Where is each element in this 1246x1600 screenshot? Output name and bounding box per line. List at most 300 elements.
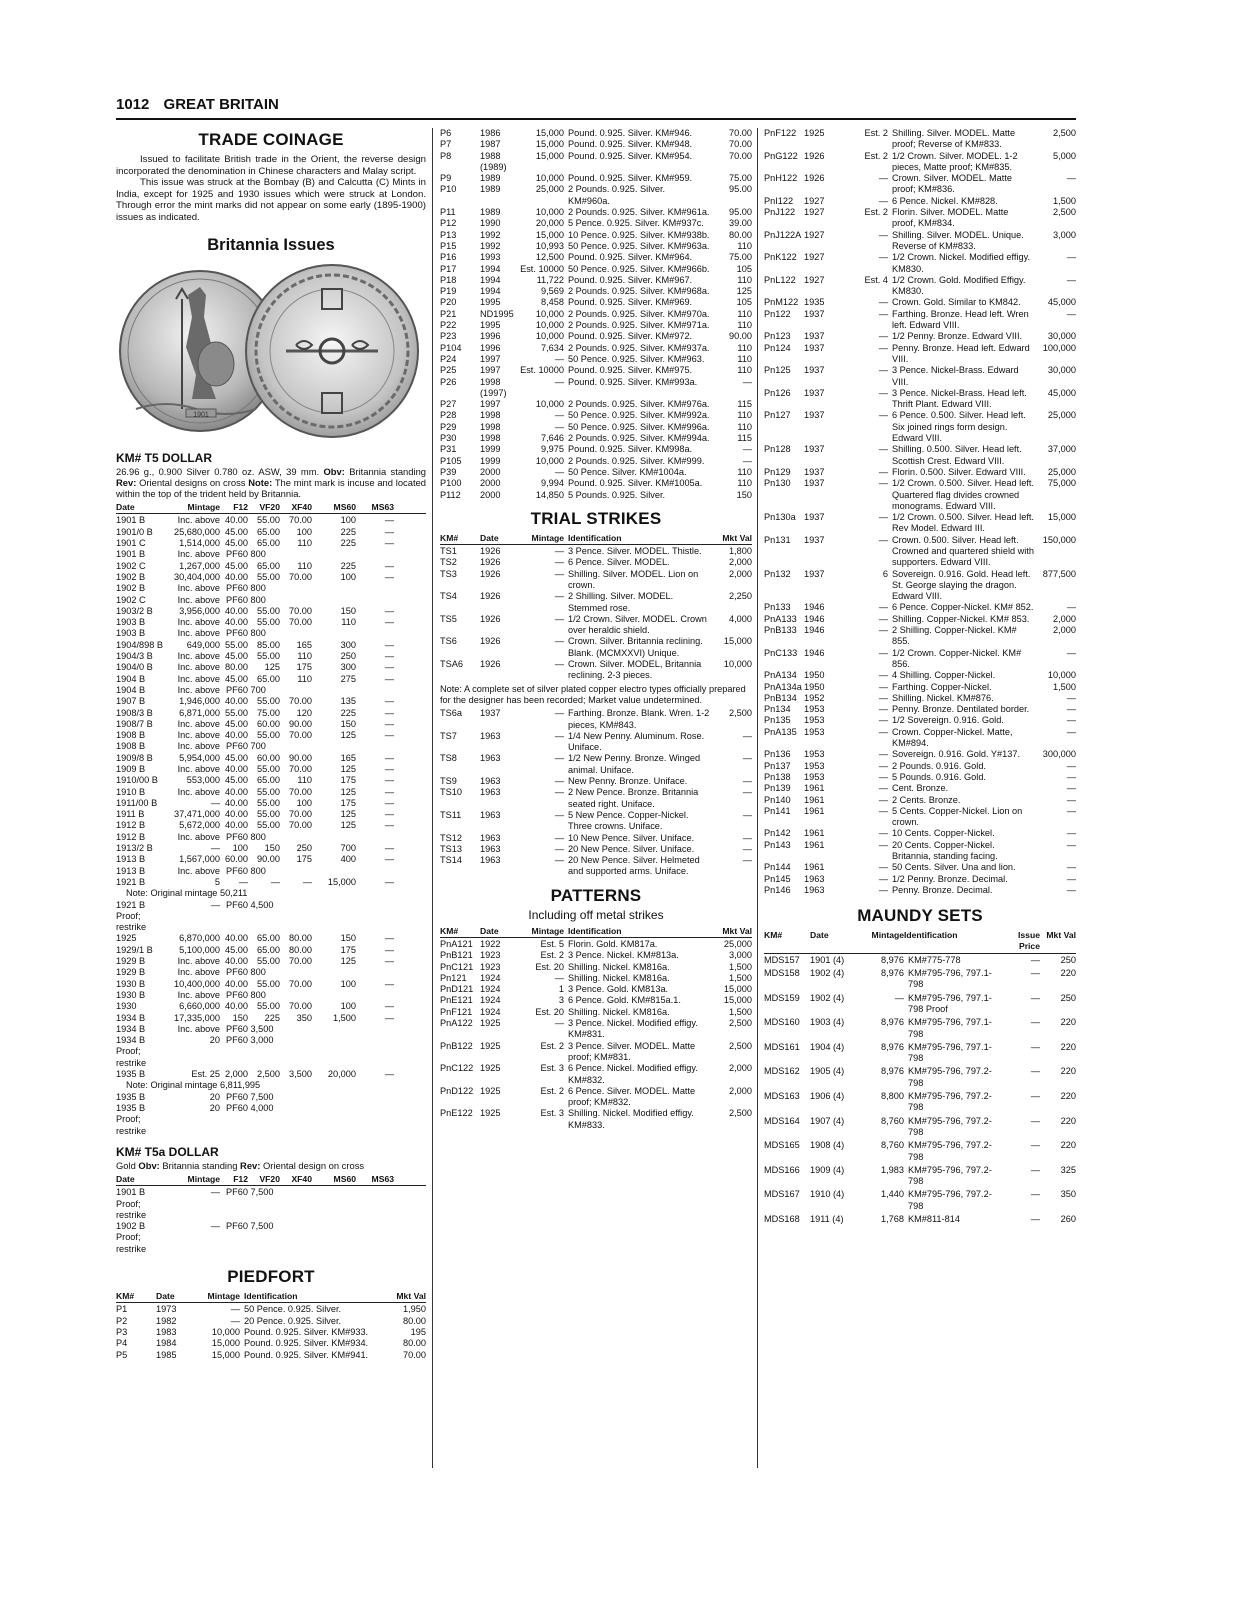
patterns-table-continued <box>764 128 1076 896</box>
table-row <box>764 128 1076 151</box>
table-row <box>764 693 1076 704</box>
mintage-cell: Est. 2 <box>540 1085 564 1096</box>
table-row <box>440 776 752 787</box>
market-value-cell: 15,000 <box>723 984 752 995</box>
km-number-cell: TS6a <box>440 708 462 719</box>
price-cell: 60.00 <box>257 718 280 729</box>
identification-cell: 2 Pounds. 0.925. Silver. KM#976a. <box>568 399 710 410</box>
trade-coinage-title: TRADE COINAGE <box>198 130 344 149</box>
identification-cell: 1/2 Crown. Copper-Nickel. KM# 856. <box>892 647 1022 669</box>
price-cell: 40.00 <box>225 933 248 944</box>
km-number-cell: MDS167 <box>764 1189 800 1200</box>
table-row <box>440 218 752 229</box>
identification-cell: 50 Pence. 0.925. Silver. KM#963. <box>568 353 705 364</box>
identification-cell: Sovereign. 0.916. Gold. Y#137. <box>892 749 1021 760</box>
km-number-cell: P25 <box>440 365 457 376</box>
market-value-cell: 220 <box>1060 1017 1076 1028</box>
km-number-cell: TS4 <box>440 591 457 602</box>
km-number-cell: Pn131 <box>764 534 791 545</box>
km-t5-price-table <box>116 502 426 1137</box>
table-row <box>116 1187 426 1221</box>
mintage-cell: Est. 4 <box>864 274 888 285</box>
date-cell: 1994 <box>480 274 501 285</box>
date-cell: 1963 <box>480 787 501 798</box>
km-number-cell: Pn121 <box>440 972 467 983</box>
table-row <box>440 490 752 501</box>
price-cell: 125 <box>264 662 280 673</box>
identification-cell: KM#811-814 <box>908 1214 960 1225</box>
price-cell: 150 <box>340 718 356 729</box>
identification-cell: Pound. 0.925. Silver. KM#941. <box>244 1349 369 1360</box>
table-row <box>116 956 426 967</box>
mintage-cell: Est. 10000 <box>520 263 564 274</box>
market-value-cell: 45,000 <box>1047 297 1076 308</box>
market-value-cell: 220 <box>1060 1140 1076 1151</box>
km-number-cell: P4 <box>116 1338 128 1349</box>
mintage-cell: 7,646 <box>541 433 564 444</box>
market-value-cell: 25,000 <box>1047 410 1076 421</box>
date-cell: 1998 <box>480 421 501 432</box>
km-number-cell: TSA6 <box>440 659 463 670</box>
trial-strikes-table <box>440 533 752 682</box>
table-row <box>764 331 1076 342</box>
km-number-cell: Pn140 <box>764 794 791 805</box>
mintage-cell: — <box>554 787 564 798</box>
table-row <box>440 614 752 637</box>
table-row <box>440 995 752 1006</box>
mintage-cell: 5 <box>214 876 220 887</box>
table-row <box>116 1001 426 1012</box>
mintage-cell: — <box>878 862 888 873</box>
identification-cell: 6 Pence. 0.500. Silver. Head left. Six joined rings form design. Edward VIII. <box>892 410 1026 444</box>
km-number-cell: P26 <box>440 376 457 387</box>
km-number-cell: Pn145 <box>764 873 791 884</box>
table-row <box>440 410 752 421</box>
price-cell: 125 <box>340 730 356 741</box>
market-value-cell: — <box>742 376 752 387</box>
date-cell: 1902 C <box>116 594 146 605</box>
price-cell: — <box>302 876 312 887</box>
table-row <box>764 670 1076 681</box>
mintage-cell: — <box>554 843 564 854</box>
km-number-cell: Pn138 <box>764 771 791 782</box>
mintage-cell: 10,000 <box>211 1326 240 1337</box>
mintage-cell: — <box>210 1221 220 1232</box>
identification-cell: 5 New Pence. Copper-Nickel. Three crowns. Uniface. <box>568 809 689 832</box>
table-row <box>116 820 426 831</box>
mintage-cell: 7,634 <box>541 342 564 353</box>
column-header: Date <box>116 1174 135 1184</box>
date-cell: 1910 B <box>116 786 146 797</box>
km-number-cell: TS3 <box>440 568 457 579</box>
mintage-cell: Inc. above <box>177 741 220 752</box>
proof-price-cell: PF60 7,500 <box>226 1091 274 1102</box>
table-row <box>764 1091 1076 1114</box>
km-number-cell: MDS161 <box>764 1041 800 1052</box>
market-value-cell: 4,000 <box>729 613 752 624</box>
km-number-cell: Pn130a <box>764 512 796 523</box>
date-cell: 1913 B <box>116 865 146 876</box>
market-value-cell: 10,000 <box>1047 670 1076 681</box>
identification-cell: Shilling. Nickel. KM816a. <box>568 1006 670 1017</box>
mintage-cell: — <box>894 992 904 1003</box>
table-row <box>440 467 752 478</box>
identification-cell: 2 Pounds. 0.925. Silver. KM#937a. <box>568 342 710 353</box>
km-number-cell: MDS158 <box>764 968 800 979</box>
table-header-row <box>116 502 426 514</box>
price-cell: 70.00 <box>289 605 312 616</box>
market-value-cell: 2,500 <box>729 1018 752 1029</box>
mintage-cell: 6,871,000 <box>179 707 220 718</box>
market-value-cell: — <box>1066 839 1076 850</box>
mintage-cell: Inc. above <box>177 662 220 673</box>
column-header: KM# <box>116 1291 135 1302</box>
table-row <box>440 252 752 263</box>
price-cell: 300 <box>340 639 356 650</box>
date-cell: 1953 <box>804 760 825 771</box>
proof-price-cell: PF60 800 <box>226 583 266 594</box>
date-cell: 1925 <box>480 1040 501 1051</box>
date-cell: 1995 <box>480 320 501 331</box>
price-cell: 70.00 <box>289 617 312 628</box>
mintage-cell: — <box>878 252 888 263</box>
mintage-cell: — <box>878 410 888 421</box>
date-cell: 1921 B <box>116 876 146 887</box>
date-cell: 1988 (1989) <box>480 150 507 172</box>
proof-price-cell: PF60 3,000 <box>226 1035 274 1046</box>
mintage-cell: Est. 5 <box>540 939 564 949</box>
identification-cell: Shilling. Nickel. KM816a. <box>568 961 670 972</box>
piedfort-title: PIEDFORT <box>227 1267 315 1287</box>
market-value-cell: 90.00 <box>729 331 752 342</box>
mintage-cell: Inc. above <box>177 1023 220 1034</box>
market-value-cell: 2,000 <box>1053 613 1076 624</box>
column-header: Mkt Val <box>722 532 752 543</box>
km-number-cell: PnB134 <box>764 692 797 703</box>
identification-cell: 50 Pence. 0.925. Silver. <box>244 1304 342 1315</box>
table-row <box>440 286 752 297</box>
identification-cell: Pound. 0.925. Silver. KM#967. <box>568 274 693 285</box>
date-cell: 1921 B Proof; restrike <box>116 899 147 933</box>
date-cell: 1927 <box>804 207 825 218</box>
table-row <box>440 433 752 444</box>
date-cell: 1913/2 B <box>116 843 153 854</box>
mintage-cell: 6,870,000 <box>179 933 220 944</box>
price-cell: 100 <box>340 515 356 526</box>
date-cell: 1930 B <box>116 989 146 1000</box>
market-value-cell: 110 <box>737 320 752 331</box>
date-cell: 1909 B <box>116 764 146 774</box>
mintage-cell: Inc. above <box>177 628 220 639</box>
table-row <box>764 410 1076 444</box>
table-row <box>440 343 752 354</box>
mintage-cell: 8,976 <box>881 968 904 979</box>
table-row <box>440 984 752 995</box>
km-number-cell: Pn126 <box>764 387 791 398</box>
date-cell: 1937 <box>804 365 825 376</box>
identification-cell: Shilling. Nickel. Modified effigy. KM#833. <box>568 1108 694 1130</box>
identification-cell: 6 Pence. Silver. MODEL. <box>568 557 670 568</box>
market-value-cell: 95.00 <box>729 207 752 218</box>
identification-cell: 5 Pounds. 0.925. Silver. <box>568 489 666 500</box>
issue-price-cell: — <box>1030 992 1040 1003</box>
date-cell: 1937 <box>804 331 825 342</box>
catalog-grid <box>116 1291 426 1361</box>
market-value-cell: — <box>1066 873 1076 884</box>
market-value-cell: 2,000 <box>729 568 752 579</box>
price-cell: 40.00 <box>225 617 248 628</box>
date-cell: 1961 <box>804 783 825 794</box>
table-row <box>764 795 1076 806</box>
date-cell: 1995 <box>480 297 501 308</box>
market-value-cell: 2,500 <box>729 708 752 719</box>
mintage-cell: 15,000 <box>535 139 564 150</box>
market-value-cell: — <box>1066 805 1076 816</box>
table-row <box>764 862 1076 873</box>
identification-cell: Pound. 0.925. Silver. KM#959. <box>568 173 693 184</box>
identification-cell: KM#775-778 <box>908 954 961 965</box>
identification-cell: 5 Pence. 0.925. Silver. KM#937c. <box>568 218 704 229</box>
price-cell: 150 <box>264 843 280 854</box>
table-row <box>116 1327 426 1338</box>
identification-cell: Florin. Silver. MODEL. Matte proof, KM#834. <box>892 207 1009 229</box>
date-cell: 1994 <box>480 286 501 297</box>
table-row <box>440 139 752 150</box>
price-cell: 15,000 <box>327 876 356 887</box>
date-cell: 1989 <box>480 207 501 218</box>
km-number-cell: P11 <box>440 207 456 218</box>
trade-mint-paragraph: This issue was struck at the Bombay (B) and Calcutta (C) Mints in India, except for 1925 and 1930 issues which were struck at London. Through error the mint marks did not appear on some early (1895-1900) issues as indicated. <box>116 177 426 223</box>
mintage-cell: 30,404,000 <box>174 571 220 582</box>
market-value-cell: 70.00 <box>403 1349 426 1360</box>
mintage-cell: Inc. above <box>177 764 220 774</box>
mintage-cell: 5,672,000 <box>179 820 220 831</box>
identification-cell: 20 New Pence. Silver. Uniface. <box>568 843 695 854</box>
price-cell: — <box>384 617 394 628</box>
catalog-grid <box>440 926 752 1131</box>
table-row <box>764 704 1076 715</box>
market-value-cell: — <box>742 832 752 843</box>
market-value-cell: 2,000 <box>1053 625 1076 636</box>
table-row <box>440 1063 752 1086</box>
identification-cell: 2 Pounds. 0.925. Silver. KM#961a. <box>568 207 710 218</box>
column-header: XF40 <box>291 502 312 513</box>
price-cell: — <box>384 515 394 526</box>
date-cell: 1946 <box>804 625 825 636</box>
mintage-cell: Inc. above <box>177 651 220 662</box>
date-cell: 1950 <box>804 670 825 681</box>
date-cell: 1963 <box>804 873 825 884</box>
date-cell: 1929/1 B <box>116 944 153 955</box>
proof-price-cell: PF60 4,500 <box>226 899 274 910</box>
mintage-cell: 1,440 <box>881 1189 904 1200</box>
date-cell: 1913 B <box>116 854 146 865</box>
identification-cell: 2 Pounds. 0.925. Silver. KM#999. <box>568 455 705 466</box>
table-row <box>764 444 1076 467</box>
mintage-cell: — <box>878 726 888 737</box>
table-row <box>116 651 426 662</box>
table-row <box>116 662 426 673</box>
market-value-cell: 25,000 <box>1047 466 1076 477</box>
identification-cell: 1/2 Crown. Gold. Modified Effigy. KM830. <box>892 274 1026 297</box>
price-cell: 225 <box>340 538 356 549</box>
price-cell: 225 <box>340 560 356 571</box>
date-cell: 1926 <box>480 557 501 568</box>
table-row <box>440 753 752 776</box>
mintage-cell: Est. 2 <box>864 207 888 218</box>
market-value-cell: 2,500 <box>1053 128 1076 138</box>
identification-cell: 2 Pounds. 0.925. Silver. KM#971a. <box>568 320 710 331</box>
date-cell: 1904/0 B <box>116 662 153 673</box>
price-cell: 125 <box>340 809 356 820</box>
km-number-cell: PnG122 <box>764 150 798 161</box>
table-row <box>440 569 752 592</box>
table-row <box>764 772 1076 783</box>
mintage-cell: Inc. above <box>177 786 220 797</box>
date-cell: 1935 B <box>116 1091 146 1102</box>
identification-cell: 50 Pence. 0.925. Silver. KM#966b. <box>568 263 710 274</box>
price-cell: 125 <box>340 786 356 797</box>
price-cell: 55.00 <box>257 786 280 797</box>
market-value-cell: — <box>742 444 752 455</box>
identification-cell: Farthing. Bronze. Head left. Wren left. Edward VIII. <box>892 308 1029 331</box>
date-cell: 1924 <box>480 972 501 983</box>
mintage-cell: Inc. above <box>177 673 220 684</box>
table-row <box>764 1214 1076 1225</box>
km-number-cell: P8 <box>440 150 452 161</box>
mintage-cell: 25,680,000 <box>174 526 220 537</box>
table-note: Note: Original mintage 6,811,995 <box>126 1080 261 1091</box>
column-header: KM# <box>440 925 459 936</box>
table-row <box>440 241 752 252</box>
km-number-cell: PnA122 <box>440 1018 473 1029</box>
price-cell: 125 <box>340 956 356 967</box>
market-value-cell: — <box>1066 726 1076 737</box>
market-value-cell: — <box>1066 862 1076 873</box>
market-value-cell: — <box>1066 794 1076 805</box>
market-value-cell: 70.00 <box>729 150 752 161</box>
market-value-cell: 80.00 <box>403 1338 426 1349</box>
table-row <box>764 1066 1076 1089</box>
market-value-cell: 105 <box>736 297 752 308</box>
price-cell: 110 <box>297 560 312 571</box>
table-row <box>764 682 1076 693</box>
mintage-cell: — <box>554 730 564 741</box>
identification-cell: 6 Pence. Gold. KM#815a.1. <box>568 995 681 1006</box>
price-cell: 40.00 <box>225 809 248 820</box>
table-row <box>764 749 1076 760</box>
table-row <box>116 787 426 798</box>
date-cell: 1997 <box>480 353 501 364</box>
date-cell: 1946 <box>804 647 825 658</box>
price-cell: — <box>384 752 394 763</box>
mintage-cell: — <box>878 783 888 794</box>
price-cell: 20,000 <box>327 1069 356 1080</box>
column-header: Mkt Val <box>396 1291 426 1302</box>
mintage-cell: — <box>878 229 888 240</box>
table-row <box>764 727 1076 750</box>
table-row <box>440 230 752 241</box>
price-cell: 55.00 <box>257 730 280 741</box>
identification-cell: Florin. 0.500. Silver. Edward VIII. <box>892 466 1026 477</box>
mintage-cell: Est. 25 <box>191 1069 220 1080</box>
market-value-cell: — <box>1066 704 1076 715</box>
table-row <box>764 173 1076 196</box>
page-number: 1012 <box>116 96 150 113</box>
mintage-cell: 11,722 <box>536 274 564 285</box>
column-divider <box>757 128 758 1468</box>
mintage-cell: 17,335,000 <box>174 1012 220 1023</box>
market-value-cell: — <box>742 809 752 820</box>
date-cell: 1950 <box>804 681 825 692</box>
table-header-row <box>440 926 752 938</box>
mintage-cell: — <box>878 613 888 624</box>
price-cell: 2,500 <box>257 1069 280 1080</box>
mintage-cell: 10,000 <box>535 331 564 342</box>
price-cell: 2,000 <box>225 1069 248 1080</box>
price-cell: 40.00 <box>225 797 248 808</box>
price-cell: 175 <box>340 797 356 808</box>
km-number-cell: P10 <box>440 184 457 195</box>
date-cell: 1930 <box>116 1001 137 1012</box>
market-value-cell: 3,000 <box>729 950 752 961</box>
table-row <box>764 1116 1076 1139</box>
date-cell: 1908/7 B <box>116 718 153 729</box>
mintage-cell: 1,983 <box>881 1164 904 1175</box>
km-number-cell: PnE121 <box>440 995 473 1006</box>
km-number-cell: PnA135 <box>764 726 797 737</box>
date-cell: 1904 B <box>116 684 146 695</box>
date-cell: 1904 (4) <box>810 1041 845 1052</box>
column-header: Date <box>156 1291 175 1302</box>
identification-cell: 3 Pence. Nickel-Brass. Head left. Thrift Plant. Edward VIII. <box>892 387 1027 410</box>
mintage-cell: — <box>554 376 564 387</box>
date-cell: 1953 <box>804 726 825 737</box>
price-cell: 45.00 <box>225 718 248 729</box>
price-cell: — <box>384 696 394 707</box>
price-cell: 55.00 <box>257 696 280 707</box>
date-cell: 1922 <box>480 939 501 949</box>
km-number-cell: Pn129 <box>764 466 791 477</box>
km-number-cell: Pn141 <box>764 805 791 816</box>
price-cell: 55.00 <box>257 764 280 774</box>
proof-price-cell: PF60 800 <box>226 594 266 605</box>
market-value-cell: 37,000 <box>1047 444 1076 455</box>
date-cell: 1902 (4) <box>810 992 845 1003</box>
identification-cell: Crown. 0.500. Silver. Head left. Crowned and quartered shield with supporters. Edward VIII. <box>892 534 1034 568</box>
identification-cell: 2 Pounds. 0.925. Silver. KM#968a. <box>568 286 710 297</box>
date-cell: 1973 <box>156 1304 177 1315</box>
table-row <box>116 538 426 549</box>
date-cell: 1926 <box>480 636 501 647</box>
price-cell: — <box>384 775 394 786</box>
date-cell: 1953 <box>804 771 825 782</box>
date-cell: 1982 <box>156 1315 177 1326</box>
mintage-cell: — <box>554 568 564 579</box>
column-header: VF20 <box>259 502 280 513</box>
mintage-cell: 25,000 <box>535 184 564 195</box>
catalog-grid <box>440 128 752 501</box>
price-cell: 65.00 <box>257 560 280 571</box>
price-cell: 100 <box>340 1001 356 1012</box>
date-cell: 1963 <box>480 855 501 866</box>
market-value-cell: 220 <box>1060 1115 1076 1126</box>
table-header-row <box>116 1174 426 1186</box>
mintage-cell: — <box>878 794 888 805</box>
price-cell: 125 <box>340 764 356 774</box>
date-cell: 1963 <box>480 753 501 764</box>
date-cell: 1912 B <box>116 820 146 831</box>
